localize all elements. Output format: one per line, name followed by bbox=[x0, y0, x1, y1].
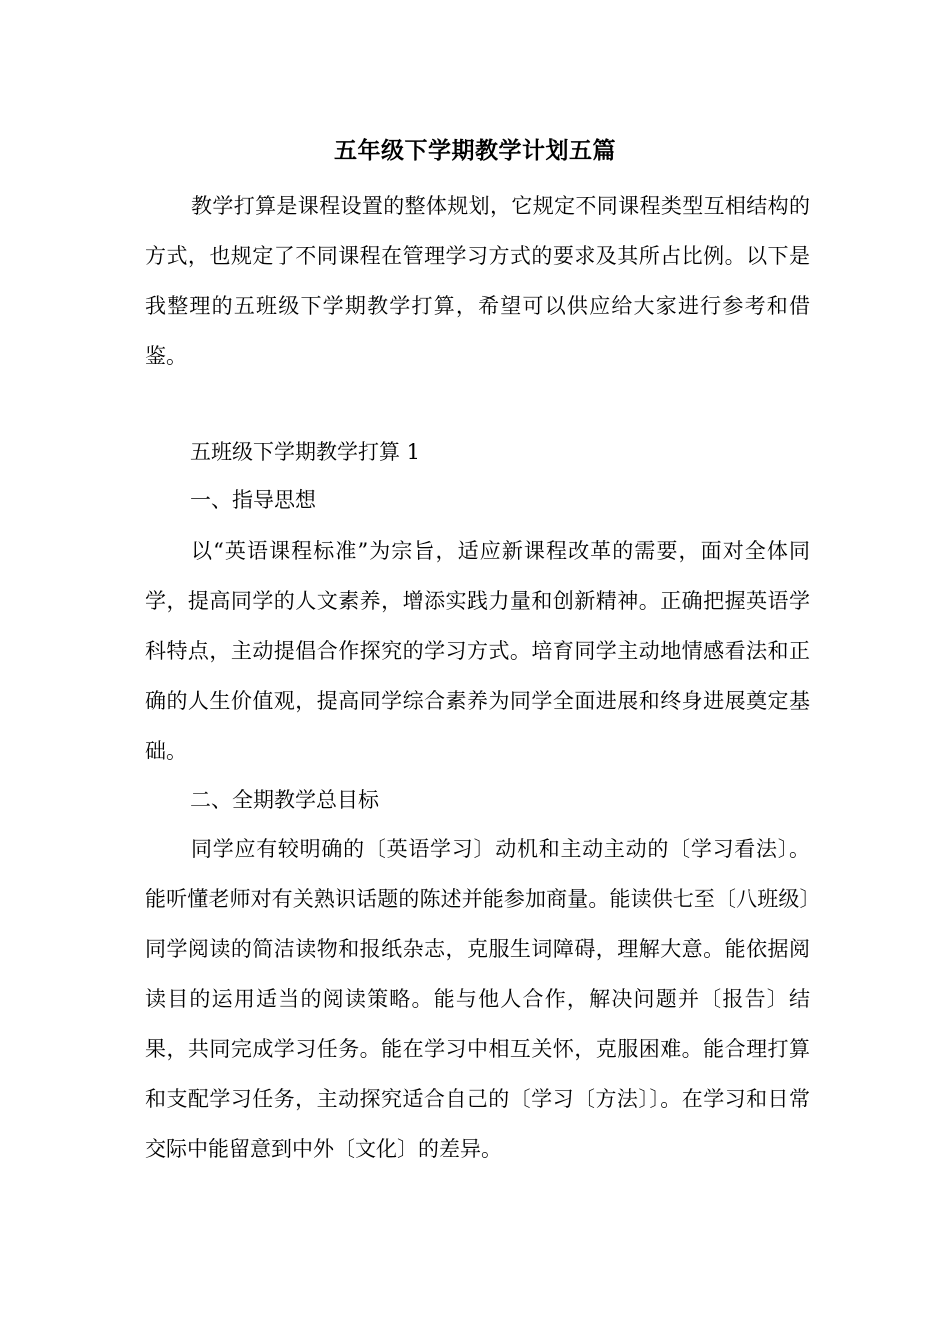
intro-paragraph: 教学打算是课程设置的整体规划，它规定不同课程类型互相结构的方式，也规定了不同课程在管理学习方式的要求及其所占比例。以下是我整理的五班级下学期教学打算，希望可以供应给大家进行参考和借鉴。 bbox=[145, 194, 810, 368]
heading-guiding-ideology: 一、指导思想 bbox=[190, 488, 316, 512]
heading-overall-goals: 二、全期教学总目标 bbox=[190, 788, 379, 812]
paragraph-guiding-ideology: 以“英语课程标准”为宗旨，适应新课程改革的需要，面对全体同学，提高同学的人文素养，增添实践力量和创新精神。正确把握英语学科特点，主动提倡合作探究的学习方式。培育同学主动地情感看法和正确的人生价值观，提高同学综合素养为同学全面进展和终身进展奠定基础。 bbox=[145, 539, 810, 763]
section-title: 五班级下学期教学打算 1 bbox=[190, 440, 421, 464]
paragraph-overall-goals: 同学应有较明确的〔英语学习〕动机和主动主动的〔学习看法〕。能听懂老师对有关熟识话题的陈述并能参加商量。能读供七至〔八班级〕同学阅读的简洁读物和报纸杂志，克服生词障碍，理解大意。能依据阅读目的运用适当的阅读策略。能与他人合作，解决问题并〔报告〕结果，共同完成学习任务。能在学习中相互关怀，克服困难。能合理打算和支配学习任务，主动探究适合自己的〔学习〔方法〕〕。在学习和日常交际中能留意到中外〔文化〕的差异。 bbox=[145, 837, 810, 1161]
document-title: 五年级下学期教学计划五篇 bbox=[334, 137, 616, 164]
